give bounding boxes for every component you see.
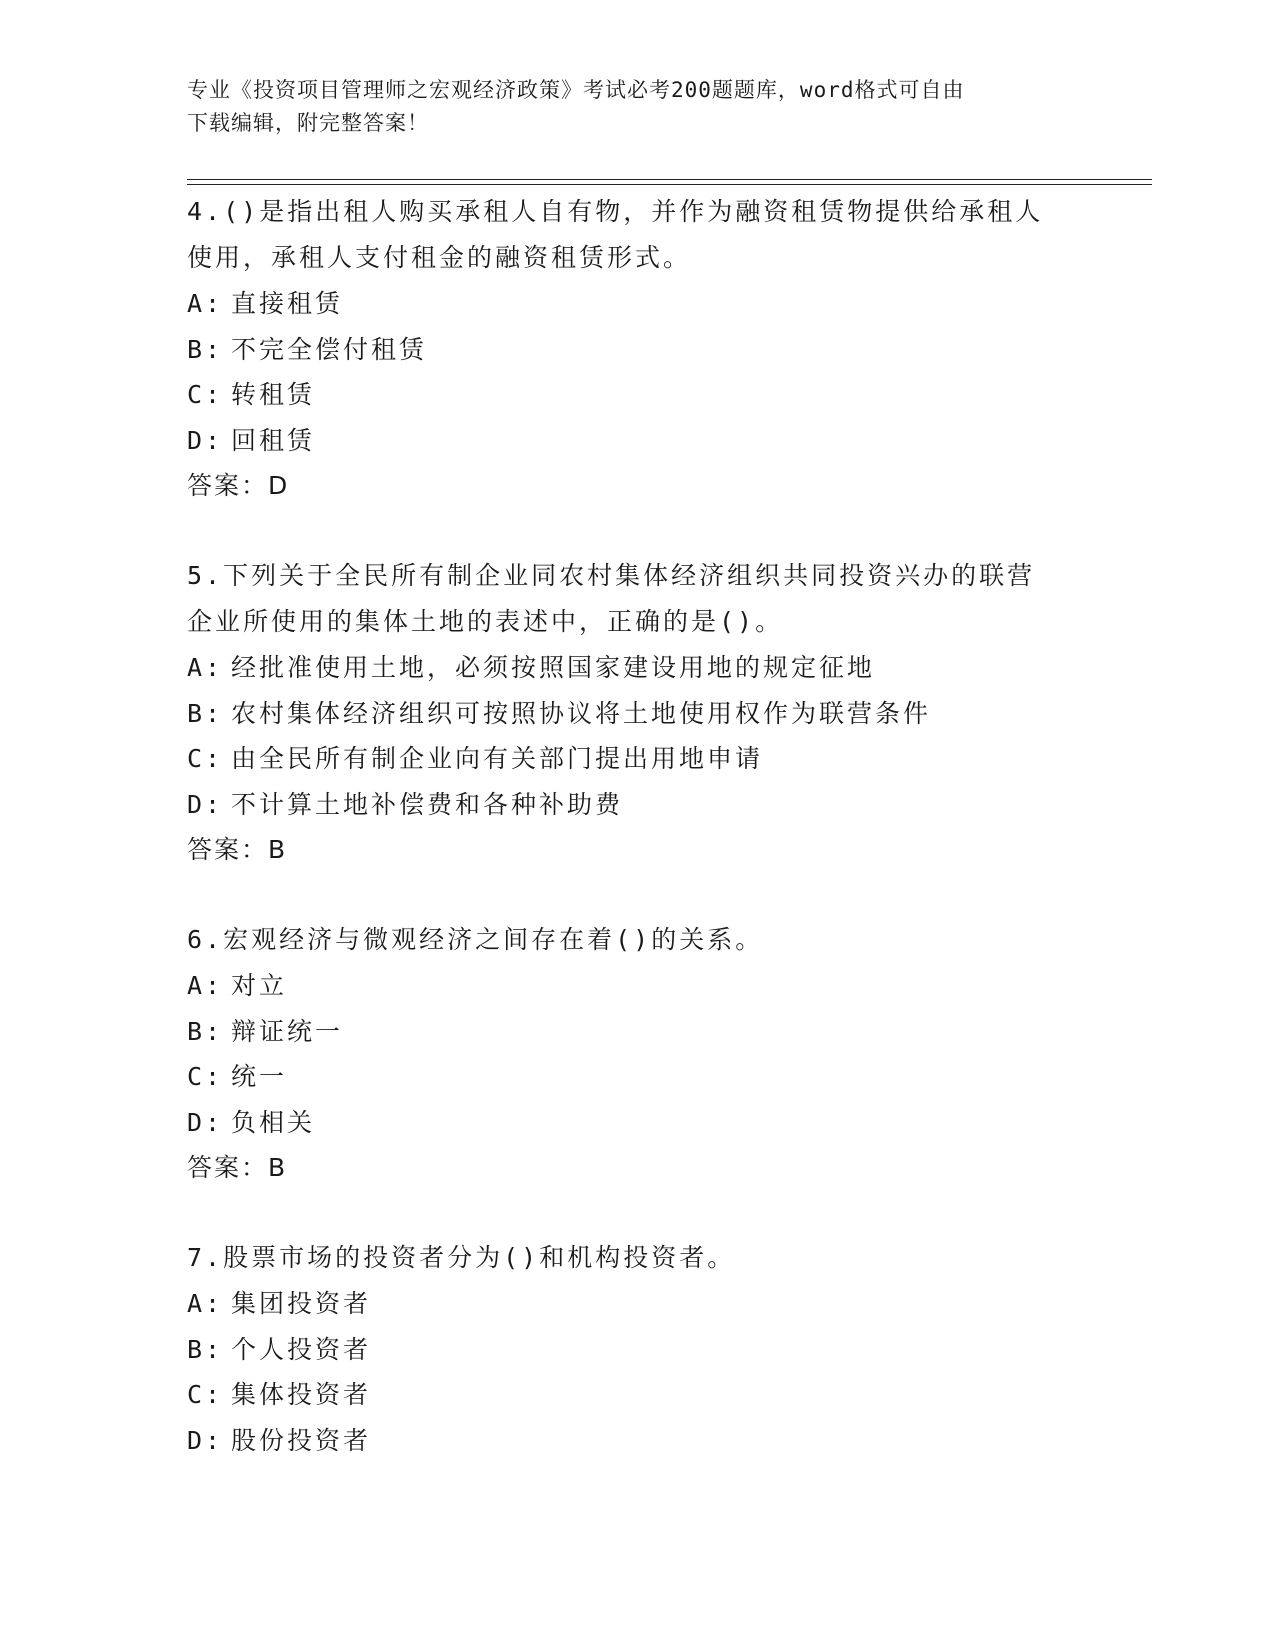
option-text: 负相关 (231, 1107, 316, 1137)
question-text-line: 7.股票市场的投资者分为()和机构投资者。 (187, 1243, 736, 1272)
option-text: 转租赁 (231, 380, 316, 409)
option-text: 经批准使用土地，必须按照国家建设用地的规定征地 (231, 653, 876, 682)
question-5 (187, 553, 1067, 872)
option-text: 农村集体经济组织可按照协议将土地使用权作为联营条件 (231, 698, 932, 728)
question-text-line: 6.宏观经济与微观经济之间存在着()的关系。 (187, 925, 764, 954)
option-c (187, 1054, 1067, 1100)
question-4 (187, 189, 1067, 508)
option-letter: C: (187, 744, 224, 773)
option-letter: C: (187, 1380, 224, 1409)
question-text-line: 4.()是指出租人购买承租人自有物，并作为融资租赁物提供给承租人 (187, 197, 1044, 226)
option-c (187, 372, 1067, 418)
header-divider-top (187, 179, 1152, 180)
option-d (187, 418, 1067, 464)
option-letter: C: (187, 1062, 224, 1091)
option-letter: A: (187, 289, 224, 318)
option-b (187, 1327, 1067, 1373)
option-text: 股份投资者 (231, 1425, 372, 1455)
answer-line: 答案：D (187, 471, 290, 500)
option-text: 集团投资者 (231, 1289, 372, 1318)
option-b (187, 1009, 1067, 1055)
option-letter: C: (187, 380, 224, 409)
option-a (187, 281, 1067, 327)
option-letter: B: (187, 334, 224, 364)
option-text: 对立 (231, 971, 288, 1000)
header-divider-bottom (187, 184, 1152, 185)
option-a (187, 963, 1067, 1009)
option-letter: D: (187, 1425, 224, 1455)
option-letter: D: (187, 1107, 224, 1137)
option-b (187, 327, 1067, 373)
option-text: 由全民所有制企业向有关部门提出用地申请 (231, 744, 764, 773)
option-d (187, 1100, 1067, 1146)
option-letter: A: (187, 971, 224, 1000)
option-c (187, 1372, 1067, 1418)
question-6 (187, 917, 1067, 1190)
question-7 (187, 1235, 1067, 1463)
option-letter: B: (187, 1016, 224, 1046)
option-text: 个人投资者 (231, 1334, 372, 1364)
document-header (187, 74, 1067, 140)
option-letter: A: (187, 653, 224, 682)
option-d (187, 782, 1067, 828)
answer-line: 答案：B (187, 1153, 288, 1182)
option-text: 不计算土地补偿费和各种补助费 (231, 789, 624, 819)
option-a (187, 645, 1067, 691)
option-letter: B: (187, 698, 224, 728)
question-text-line: 5.下列关于全民所有制企业同农村集体经济组织共同投资兴办的联营 (187, 561, 1036, 590)
answer-line: 答案：B (187, 835, 288, 864)
option-d (187, 1418, 1067, 1464)
question-text-line: 企业所使用的集体土地的表述中，正确的是()。 (187, 607, 784, 636)
option-text: 集体投资者 (231, 1380, 372, 1409)
header-line-1: 专业《投资项目管理师之宏观经济政策》考试必考200题题库，word格式可自由 (187, 78, 965, 102)
option-c (187, 736, 1067, 782)
option-text: 统一 (231, 1062, 288, 1091)
option-text: 直接租赁 (231, 289, 344, 318)
option-letter: A: (187, 1289, 224, 1318)
option-text: 不完全偿付租赁 (231, 334, 428, 364)
option-b (187, 691, 1067, 737)
question-text-line: 使用，承租人支付租金的融资租赁形式。 (187, 243, 692, 272)
option-letter: D: (187, 789, 224, 819)
option-letter: B: (187, 1334, 224, 1364)
option-text: 回租赁 (231, 425, 316, 455)
option-a (187, 1281, 1067, 1327)
option-text: 辩证统一 (231, 1016, 344, 1046)
header-line-2: 下载编辑，附完整答案！ (187, 111, 429, 135)
option-letter: D: (187, 425, 224, 455)
